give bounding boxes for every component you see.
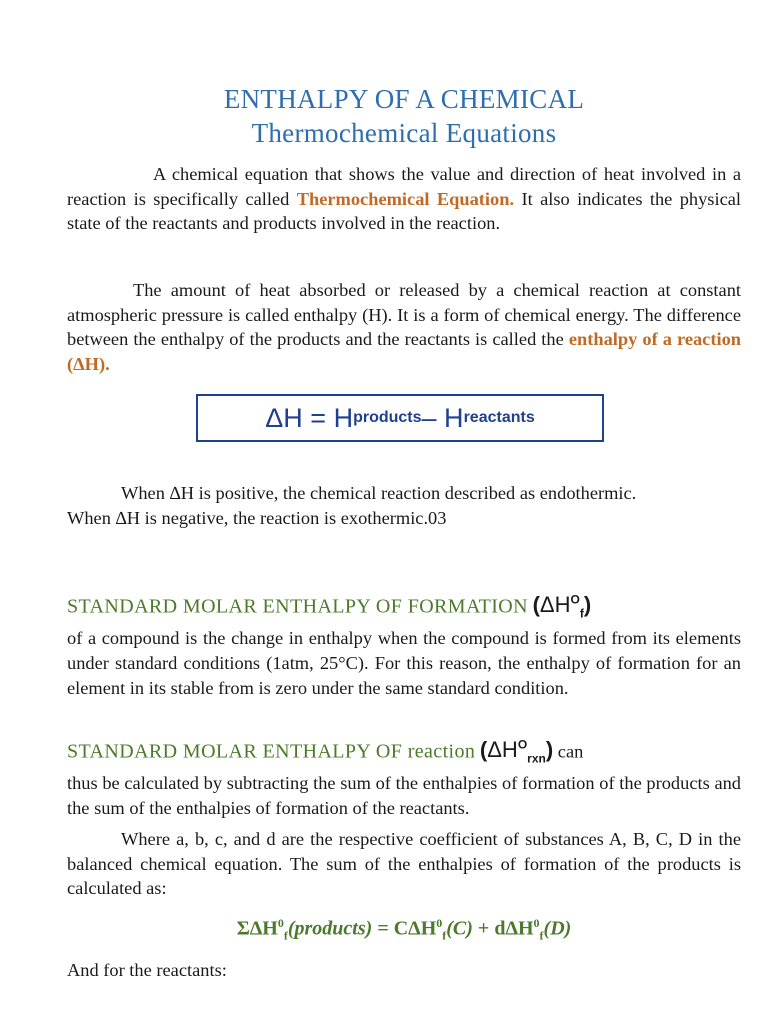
formation-body: of a compound is the change in enthalpy when the compound is formed from its elements under standard conditions (1atm, 25°C). For this reason, the enthalpy of formation for an element in its stable from is zero under the same standard condition. (67, 628, 741, 698)
formation-sup: O (570, 593, 580, 607)
formation-delta-h: ΔH (539, 592, 571, 618)
formation-sub: f (579, 606, 584, 621)
intro-text-1: A chemical equation that shows the value and direction of heat involved in a reaction is specifically called (67, 164, 741, 209)
eq-sup-3: 0 (533, 916, 540, 930)
enthalpy-paragraph (67, 278, 741, 376)
eq-plus-d: + dΔH (472, 917, 534, 940)
intro-paragraph (67, 162, 741, 236)
term-enthalpy-of-reaction: enthalpy of a reaction (ΔH). (67, 329, 741, 374)
reaction-body: thus be calculated by subtracting the sum of the enthalpies of formation of the products and the sum of the enthalpies of formation of the reactants. (67, 773, 741, 818)
formula-minus: – H (421, 402, 464, 433)
reactants-label: And for the reactants: (67, 960, 227, 980)
coefficient-paragraph: Where a, b, c, and d are the respective coefficient of substances A, B, C, D in the balanced chemical equation. The sum of the enthalpies of formation of the products is calculated as: (67, 829, 741, 899)
products-equation (0, 916, 768, 944)
sign-paragraph (67, 481, 741, 530)
sign-line-2: When ∆H is negative, the reaction is exothermic.03 (67, 507, 447, 528)
eq-sup-2: 0 (436, 916, 443, 930)
eq-sub-3: f (539, 928, 544, 943)
formation-symbol (532, 592, 592, 621)
intro-text-2: It also indicates the physical state of the reactants and products involved in the reaction. (67, 188, 742, 234)
eq-arg-d: (D) (543, 917, 572, 940)
eq-sub-2: f (442, 928, 447, 943)
eq-sup-1: 0 (277, 916, 284, 930)
eq-sum-delta-h: ΣΔH (236, 917, 278, 940)
formation-paren-open: ( (532, 592, 540, 618)
page-title: ENTHALPY OF A CHEMICAL (223, 84, 585, 114)
term-thermochemical-equation: Thermochemical Equation. (296, 188, 515, 209)
eq-arg-c: (C) (446, 917, 473, 940)
reaction-paren-close: ) (545, 737, 554, 763)
reaction-heading: STANDARD MOLAR ENTHALPY OF reaction (67, 740, 476, 763)
reaction-paren-open: ( (479, 737, 488, 763)
formation-paren-close: ) (583, 592, 592, 618)
eq-arg-products: (products) (287, 917, 373, 940)
reaction-sub: rxn (527, 751, 546, 766)
reaction-after: can (553, 741, 584, 762)
formation-heading: STANDARD MOLAR ENTHALPY OF FORMATION (67, 595, 528, 618)
formation-section (67, 588, 741, 700)
eq-equals-c: = CΔH (372, 917, 437, 940)
sign-line-1: When ∆H is positive, the chemical reaction described as endothermic. (121, 483, 637, 503)
reaction-sup: O (517, 738, 528, 752)
reaction-section (67, 733, 741, 821)
reaction-delta-h: ΔH (487, 737, 518, 763)
reaction-symbol (479, 737, 554, 766)
page-subtitle: Thermochemical Equations (251, 118, 557, 148)
formula-sub-reactants: reactants (463, 409, 535, 426)
formula-sub-products: products (353, 409, 422, 426)
enthalpy-formula-box (196, 394, 604, 442)
formula-lhs: ΔH = H (265, 402, 354, 433)
enthalpy-text: The amount of heat absorbed or released by a chemical reaction at constant atmospheric pressure is called enthalpy (H). It is a form of chemical energy. The difference between the enthalpy of the products and the reactants is called the (67, 280, 741, 350)
eq-sub-1: f (283, 928, 288, 943)
